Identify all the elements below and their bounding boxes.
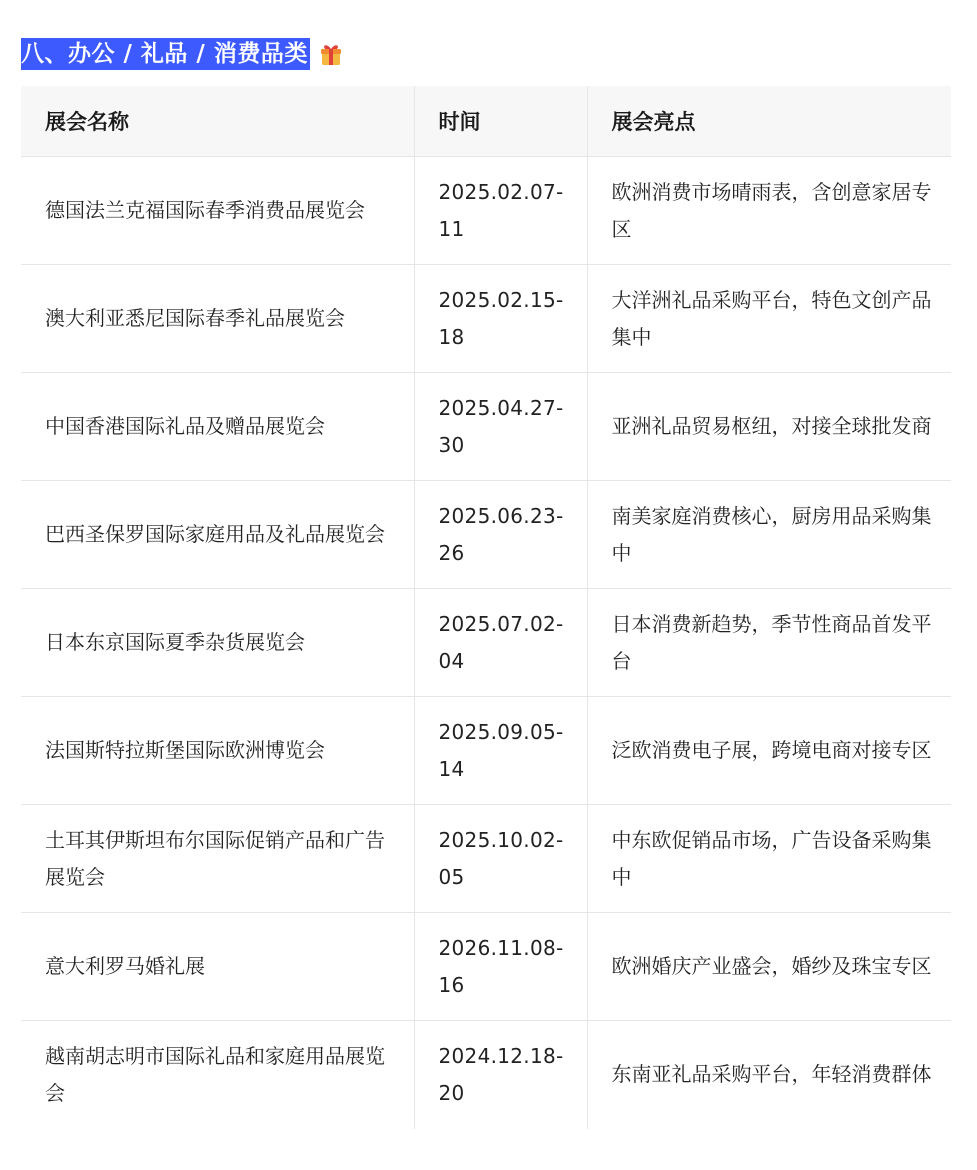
exhibition-table [21, 86, 951, 1129]
table-row [21, 157, 951, 265]
exhibition-date-cell: 2025.02.07-11 [414, 157, 587, 265]
exhibition-highlight-cell: 亚洲礼品贸易枢纽，对接全球批发商 [587, 373, 951, 481]
table-row [21, 913, 951, 1021]
exhibition-name-cell: 土耳其伊斯坦布尔国际促销产品和广告展览会 [21, 805, 414, 913]
exhibition-name-cell: 巴西圣保罗国际家庭用品及礼品展览会 [21, 481, 414, 589]
exhibition-date-cell: 2025.09.05-14 [414, 697, 587, 805]
table-row [21, 589, 951, 697]
exhibition-highlight-cell: 东南亚礼品采购平台，年轻消费群体 [587, 1021, 951, 1129]
table-row [21, 373, 951, 481]
exhibition-date-cell: 2025.06.23-26 [414, 481, 587, 589]
exhibition-highlight-cell: 欧洲消费市场晴雨表，含创意家居专区 [587, 157, 951, 265]
table-row [21, 697, 951, 805]
exhibition-highlight-cell: 大洋洲礼品采购平台，特色文创产品集中 [587, 265, 951, 373]
exhibition-date-cell: 2025.04.27-30 [414, 373, 587, 481]
table-header-row [21, 86, 951, 157]
exhibition-name-cell: 法国斯特拉斯堡国际欧洲博览会 [21, 697, 414, 805]
exhibition-date-cell: 2025.02.15-18 [414, 265, 587, 373]
exhibition-highlight-cell: 中东欧促销品市场，广告设备采购集中 [587, 805, 951, 913]
table-row [21, 265, 951, 373]
table-row [21, 1021, 951, 1129]
exhibition-date-cell: 2025.10.02-05 [414, 805, 587, 913]
table-row [21, 805, 951, 913]
exhibition-table-container [21, 86, 951, 1129]
header-exhibition-name: 展会名称 [21, 86, 414, 157]
exhibition-name-cell: 澳大利亚悉尼国际春季礼品展览会 [21, 265, 414, 373]
gift-icon [320, 42, 342, 66]
exhibition-highlight-cell: 欧洲婚庆产业盛会，婚纱及珠宝专区 [587, 913, 951, 1021]
exhibition-name-cell: 越南胡志明市国际礼品和家庭用品展览会 [45, 1043, 385, 1105]
exhibition-date-cell: 2024.12.18-20 [414, 1021, 587, 1129]
exhibition-date-cell: 2026.11.08-16 [414, 913, 587, 1021]
table-row [21, 481, 951, 589]
exhibition-name-cell: 中国香港国际礼品及赠品展览会 [21, 373, 414, 481]
exhibition-highlight-cell: 南美家庭消费核心，厨房用品采购集中 [587, 481, 951, 589]
exhibition-highlight-cell: 日本消费新趋势，季节性商品首发平台 [587, 589, 951, 697]
exhibition-name-cell: 意大利罗马婚礼展 [21, 913, 414, 1021]
exhibition-name-cell: 德国法兰克福国际春季消费品展览会 [21, 157, 414, 265]
exhibition-date-cell: 2025.07.02-04 [414, 589, 587, 697]
section-heading [21, 37, 342, 71]
exhibition-highlight-cell: 泛欧消费电子展，跨境电商对接专区 [587, 697, 951, 805]
header-time: 时间 [414, 86, 587, 157]
exhibition-name-cell: 日本东京国际夏季杂货展览会 [21, 589, 414, 697]
section-title: 八、办公 / 礼品 / 消费品类 [21, 38, 310, 70]
header-highlight: 展会亮点 [587, 86, 951, 157]
